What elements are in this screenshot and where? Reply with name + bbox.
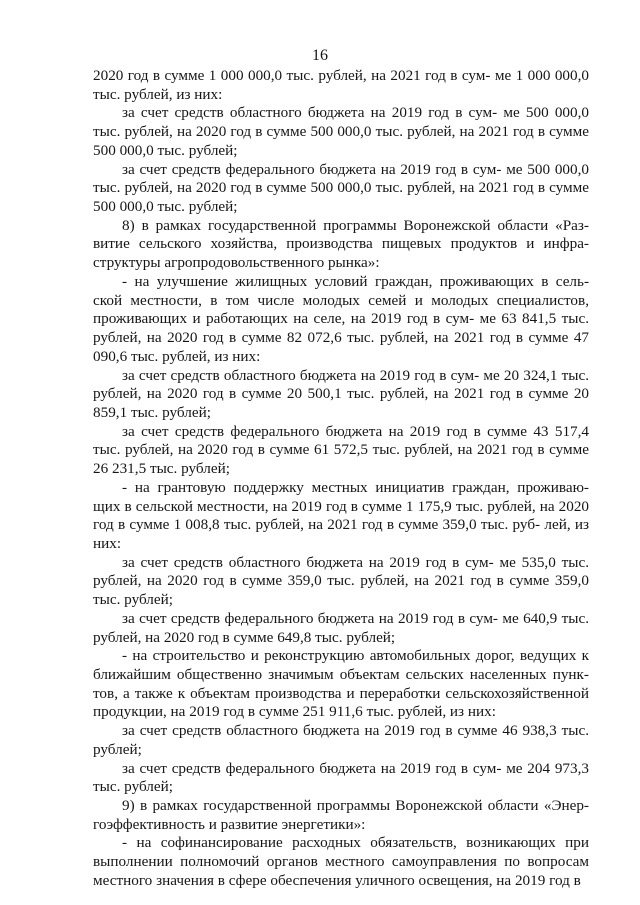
text-line: за счет средств областного бюджета на 2019 год в сум- <box>122 366 480 384</box>
paragraph <box>93 610 589 647</box>
text-line: - на софинансирование расходных обязательств, возникающих при <box>122 834 589 852</box>
text-line: ме 500 000,0 тыс. рублей, на 2020 год в сумме 500 000,0 тыс. рублей, на <box>93 104 590 141</box>
text-line: за счет средств областного бюджета на 2019 год в сум- <box>122 553 494 571</box>
text-line: ме 1 000 000,0 тыс. рублей, из них: <box>93 67 589 103</box>
text-line: ме 63 841,5 тыс. рублей, на 2020 год в сумме 82 072,6 тыс. рублей, на <box>93 310 589 347</box>
paragraph <box>93 722 589 759</box>
text-line: 2021 год в сумме 500 000,0 тыс. рублей; <box>93 179 590 216</box>
text-line: ме 535,0 тыс. рублей, на 2020 год в сумме 359,0 тыс. рублей, на 2021 год в <box>93 553 589 590</box>
paragraph <box>93 217 589 273</box>
paragraph <box>93 479 589 554</box>
text-line: 2020 год в сумме 1 000 000,0 тыс. рублей, на 2021 год в сум- <box>93 67 491 84</box>
text-line: рублей; <box>93 740 142 758</box>
text-line: - на грантовую поддержку местных инициатив граждан, проживаю- <box>122 478 589 496</box>
text-line: за счет средств федерального бюджета на 2019 год в сум- <box>122 759 502 777</box>
paragraph <box>93 67 589 104</box>
text-line: ближайшим общественно значимым объектам сельских населенных пунк- <box>93 666 589 683</box>
text-line: тов, а также к объектам производства и переработки сельскохозяйственной <box>93 684 589 702</box>
text-line: 43 517,4 тыс. рублей, на 2020 год в сумме 61 572,5 тыс. рублей, на 2021 год <box>93 422 590 459</box>
text-line: 2021 год в сумме 20 859,1 тыс. рублей; <box>93 385 590 421</box>
text-line: ме 640,9 тыс. рублей, на 2020 год в сумме 649,8 тыс. рублей; <box>93 609 590 646</box>
paragraph <box>93 834 589 890</box>
text-line: - на улучшение жилищных условий граждан, проживающих в сель- <box>122 272 589 290</box>
text-line: в сумме 26 231,5 тыс. рублей; <box>93 441 589 478</box>
paragraph <box>93 423 589 479</box>
text-line: 2021 год в сумме 500 000,0 тыс. рублей; <box>93 123 590 159</box>
text-line: - на строительство и реконструкцию автомобильных дорог, ведущих к <box>122 647 589 665</box>
paragraph <box>93 273 589 367</box>
text-line: за счет средств федерального бюджета на 2019 год в сумме <box>122 422 527 440</box>
text-line: выполнении полномочий органов местного самоуправления по вопросам <box>93 853 589 871</box>
text-line: структуры агропродовольственного рынка»: <box>93 254 380 272</box>
text-line: гоэффективность и развитие энергетики»: <box>93 815 366 833</box>
text-line: ме 204 973,3 тыс. рублей; <box>93 759 589 796</box>
text-line: ме 500 000,0 тыс. рублей, на 2020 год в сумме 500 000,0 тыс. рублей, на <box>93 160 589 197</box>
page-number: 16 <box>312 47 328 64</box>
text-line: щих в сельской местности, на 2019 год в сумме 1 175,9 тыс. рублей, на <box>93 497 555 515</box>
text-line: лей, из них: <box>93 516 590 552</box>
text-line: за счет средств областного бюджета на 2019 год в сумме 46 938,3 тыс. <box>122 722 589 740</box>
document-body <box>93 67 589 891</box>
text-line: 2021 год в сумме 47 090,6 тыс. рублей, из них: <box>93 329 590 365</box>
text-line: за счет средств областного бюджета на 2019 год в сум- <box>122 104 498 122</box>
text-line: ме 20 324,1 тыс. рублей, на 2020 год в сумме 20 500,1 тыс. рублей, на <box>93 366 590 403</box>
paragraph <box>93 647 589 722</box>
text-line: продукции, на 2019 год в сумме 251 911,6 тыс. рублей, из них: <box>93 703 496 721</box>
text-line: сумме 359,0 тыс. рублей; <box>93 572 589 609</box>
text-line: 8) в рамках государственной программы Воронежской области «Раз- <box>122 216 589 234</box>
text-line: проживающих и работающих на селе, на 2019 год в сум- <box>93 310 475 328</box>
paragraph <box>93 760 589 797</box>
text-line: ской местности, в том числе молодых семей и молодых специалистов, <box>93 291 589 309</box>
text-line: за счет средств федерального бюджета на 2019 год в сум- <box>122 609 498 627</box>
text-line: за счет средств федерального бюджета на 2019 год в сум- <box>122 160 502 178</box>
text-line: 9) в рамках государственной программы Воронежской области «Энер- <box>122 797 589 815</box>
text-line: витие сельского хозяйства, производства пищевых продуктов и инфра- <box>93 235 589 253</box>
paragraph <box>93 104 589 160</box>
paragraph <box>93 161 589 217</box>
text-line: 2020 год в сумме 1 008,8 тыс. рублей, на 2021 год в сумме 359,0 тыс. руб- <box>93 497 589 534</box>
paragraph <box>93 367 589 423</box>
paragraph <box>93 797 589 834</box>
paragraph <box>93 554 589 610</box>
text-line: местного значения в сфере обеспечения уличного освещения, на 2019 год в <box>93 871 581 889</box>
